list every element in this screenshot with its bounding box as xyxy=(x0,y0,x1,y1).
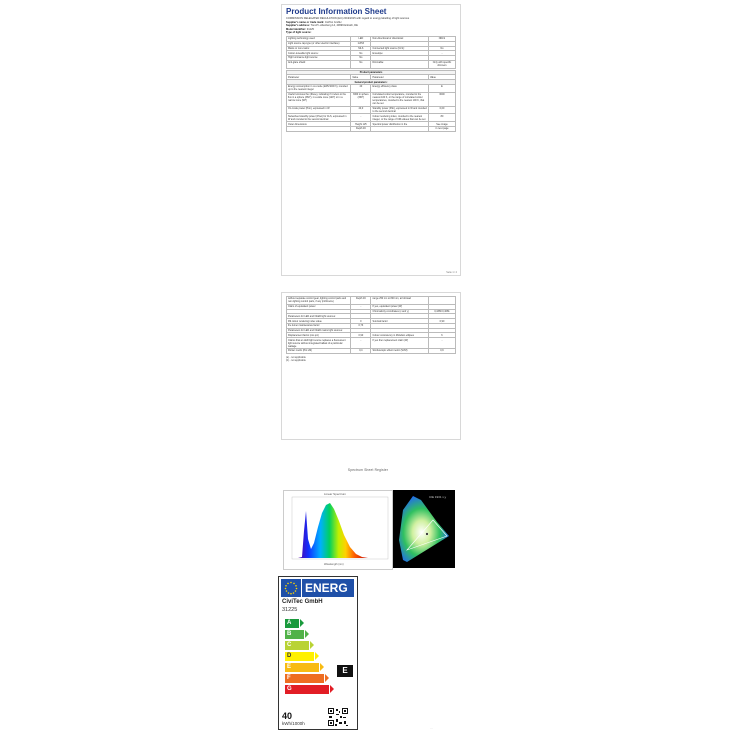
led-param-row-cell: Survival factor xyxy=(371,319,428,324)
product-info-sheet-page-1 xyxy=(281,4,461,276)
type-row-cell: NDLS xyxy=(428,36,455,41)
cie-gamut xyxy=(399,496,449,562)
class-letter: B xyxy=(287,631,292,637)
label-supplier: CiviTec GmbH xyxy=(282,599,323,605)
class-bar-g xyxy=(285,685,329,694)
type-row-cell: Non-directional or directional: xyxy=(371,36,428,41)
param-row-cell: Standby power (Psb), expressed in W and rounded to the second decimal xyxy=(372,106,427,113)
energy-header-text: ENERG xyxy=(302,579,354,597)
param-row-cell: 40,0 xyxy=(351,106,371,114)
type-row-cell: High luminance light source: xyxy=(287,56,351,61)
param-row-cell: Useful luminous flux (Φuse), indicating if it refers to the flux in a sphere (360°), in a wide cone (120°) or in a narrow cone (90°) xyxy=(287,92,351,106)
led-param-row-cell: - xyxy=(428,338,455,349)
led-param-row-cell: Parameters for LED and OLED light sources: xyxy=(287,314,351,319)
led-param-row-cell: If yes, equivalent power (W) xyxy=(371,304,428,309)
class-letter: A xyxy=(287,620,292,626)
type-row-cell: GX53 xyxy=(351,41,371,46)
led-param-row-cell: R9 colour rendering index value xyxy=(287,319,351,324)
led-parameters-table xyxy=(286,296,456,354)
led-param-row-cell: Stroboscopic effect metric (SVM) xyxy=(371,349,428,354)
param-row-cell xyxy=(287,126,351,131)
class-bar-e xyxy=(285,663,319,672)
led-param-row-cell: 0 xyxy=(351,319,371,324)
kwh-unit: kWh/1000h xyxy=(282,721,305,726)
param-row-cell: E xyxy=(428,85,455,93)
led-param-row-cell: Depth 46 xyxy=(351,297,371,305)
led-param-row xyxy=(287,297,456,305)
param-row xyxy=(287,114,456,122)
type-row-cell: Connected light source (CLS): xyxy=(371,46,428,51)
type-row-cell: Envelope: xyxy=(371,51,428,56)
led-param-row-cell: 0,9 xyxy=(428,349,455,354)
type-row-cell: No xyxy=(351,60,371,68)
light-source-type-table xyxy=(286,36,456,69)
led-param-row-cell: Displacement factor (cos φ1) xyxy=(287,333,351,338)
type-row-cell: Lighting technology used: xyxy=(287,36,351,41)
class-letter: F xyxy=(287,675,291,681)
cie-label: CIE 1931 x,y xyxy=(429,495,447,499)
spectrum-chart xyxy=(283,490,393,570)
type-row-cell: LED xyxy=(351,36,371,41)
led-param-row-cell: 0,73 xyxy=(351,323,371,328)
param-row-cell: Correlated colour temperature, rounded to the nearest 100 K, or the range of correlated colour temperatures, rounded to the nearest 100 K, that can be set xyxy=(371,92,428,106)
param-row-cell: 3300 in sphere (360°) xyxy=(351,92,371,106)
supplier-value: CiviTec GmbH xyxy=(324,20,342,24)
spectrum-svg xyxy=(284,491,392,569)
cie-point xyxy=(426,533,428,535)
param-row xyxy=(287,126,456,131)
class-letter: D xyxy=(287,653,292,659)
selected-class-badge: E xyxy=(337,665,353,677)
class-letter: C xyxy=(287,642,292,648)
address-label: Supplier's address: xyxy=(286,24,310,28)
eu-flag-icon xyxy=(281,579,301,597)
led-param-row-cell: - xyxy=(351,338,371,349)
param-row-cell: - xyxy=(351,114,371,122)
type-line xyxy=(282,31,460,35)
qr-code-icon xyxy=(327,707,349,727)
footnote-b: (b) - not applicable xyxy=(286,359,306,363)
model-label: Model identifier: xyxy=(286,27,307,31)
led-param-row-cell: range 250 nm to 800 nm, at full-load xyxy=(371,297,428,305)
type-label: Type of light source: xyxy=(286,31,312,35)
led-param-row-cell: 0,4 xyxy=(351,349,371,354)
param-row-cell: Energy efficiency class xyxy=(371,85,428,93)
cie-svg xyxy=(393,490,455,568)
param-header-2: Value xyxy=(351,75,371,80)
led-param-row-cell xyxy=(428,297,455,305)
led-param-row xyxy=(287,338,456,349)
led-param-row-cell: Claim of equivalent power xyxy=(287,304,351,309)
class-bar-f xyxy=(285,674,324,683)
class-letter: E xyxy=(287,664,292,670)
param-row-cell: On-mode power (Pon), expressed in W xyxy=(287,106,351,114)
type-row xyxy=(287,60,456,68)
product-params-heading: Product parameters xyxy=(287,70,456,75)
product-parameters-table xyxy=(286,70,456,132)
param-row-cell: See image xyxy=(428,122,455,127)
led-param-row-cell: Claims that an LED light source replaces a fluorescent light source without integrated ballast of a particular wattage xyxy=(287,338,351,349)
param-row-cell: Energy consumption in on-mode (kWh/1000 h), rounded up to the nearest integer xyxy=(287,85,351,93)
param-row xyxy=(287,106,456,114)
led-param-row-cell: Flicker metric (Pst LM) xyxy=(287,349,351,354)
spectrum-caption: Spectrum Sheet Register xyxy=(347,468,389,472)
param-row-cell: Spectral power distribution in the xyxy=(371,122,428,127)
param-header-1: Parameter xyxy=(287,75,351,80)
sheet-title: Product Information Sheet xyxy=(286,7,387,16)
param-row-cell: 80 xyxy=(428,114,455,122)
led-param-row-cell: Parameters for LED and OLED mains light sources: xyxy=(287,328,351,333)
param-row-cell: Height 125 xyxy=(351,122,371,127)
type-row-cell: No xyxy=(428,46,455,51)
led-param-row xyxy=(287,349,456,354)
type-row-cell: MLS xyxy=(351,46,371,51)
led-param-row-cell: Colour consistency in McAdam ellipses xyxy=(371,333,428,338)
class-letter: G xyxy=(287,686,292,692)
led-param-row-cell: 0,4369 0,4081 xyxy=(428,309,455,314)
page-mark: ··· xyxy=(430,726,433,730)
led-param-row-cell: the lumen maintenance factor xyxy=(287,323,351,328)
param-row-cell xyxy=(371,126,428,131)
model-value: 31225 xyxy=(306,27,314,31)
param-row-cell: Networked standby power (Pnet) for CLS, expressed in W and rounded to the second decimal xyxy=(287,114,351,122)
param-row-cell: 40 xyxy=(351,85,371,93)
class-bar-c xyxy=(285,641,309,650)
led-param-row-cell: without separate control gear, lighting control parts and non-lighting control parts, if any (millimetre) xyxy=(287,297,351,305)
label-header xyxy=(281,579,354,597)
supplier-label: Supplier's name or trade mark: xyxy=(286,20,325,24)
type-row-cell: Light source cap-type (or other electric interface) xyxy=(287,41,351,46)
param-row-cell: Depth 46 xyxy=(351,126,371,131)
param-row-cell: Colour rendering index, rounded to the nearest integer, or the range of CRI-values that can be set xyxy=(371,114,428,122)
type-row-cell: Only with specific dimmers xyxy=(428,60,455,68)
type-row-cell: - xyxy=(428,51,455,56)
param-row-cell: Outer dimensions xyxy=(287,122,351,127)
led-param-row-cell: If yes then replacement claim (W) xyxy=(371,338,428,349)
footnote-a: (a) - not applicable xyxy=(286,355,306,359)
type-row-cell: No xyxy=(351,56,371,61)
class-bar-b xyxy=(285,630,304,639)
spectrum-chart-title: Linear Spectrum xyxy=(324,492,347,496)
param-row xyxy=(287,85,456,93)
led-param-row-cell: - xyxy=(351,304,371,309)
class-bar-a xyxy=(285,619,299,628)
energy-label xyxy=(278,576,358,730)
type-row-cell: Colour-tuneable light source: xyxy=(287,51,351,56)
param-row-cell: 3000 xyxy=(428,92,455,106)
label-model: 31225 xyxy=(282,607,298,613)
cie-diagram xyxy=(393,490,455,568)
param-row-cell: 0,00 xyxy=(428,106,455,114)
led-param-row-cell: 0,90 xyxy=(428,319,455,324)
footnotes xyxy=(282,354,460,365)
param-row-cell: in next page xyxy=(428,126,455,131)
type-row-cell: Dimmable: xyxy=(371,60,428,68)
page-number: Seite 1 / 2 xyxy=(446,271,457,274)
led-param-row-cell: Chromaticity coordinates (x and y) xyxy=(371,309,428,314)
type-row-cell: No xyxy=(351,51,371,56)
param-header-4: Value xyxy=(428,75,455,80)
led-param-row-cell: 6 xyxy=(428,333,455,338)
spectrum-x-label: Wavelength (nm) xyxy=(324,563,344,566)
param-header-3: Parameter xyxy=(371,75,428,80)
class-bar-d xyxy=(285,652,314,661)
sheet-intro: COMMISSION DELEGATED REGULATION (EU) 2019/2015 with regard to energy labelling of light sources xyxy=(286,17,410,20)
led-param-row-cell: 0,90 xyxy=(351,333,371,338)
address-value: Toni-Pr.-Altenberg 14, 40699 Erkrath, DE xyxy=(310,24,358,28)
type-row-cell: Anti-glare shield: xyxy=(287,60,351,68)
kwh-value: 40 xyxy=(282,711,293,721)
type-row-cell: Mains or non-mains: xyxy=(287,46,351,51)
eu-stars-icon xyxy=(281,579,301,597)
general-params-heading: General product parameters: xyxy=(287,80,456,85)
param-row xyxy=(287,92,456,106)
product-info-sheet-page-2 xyxy=(281,292,461,440)
